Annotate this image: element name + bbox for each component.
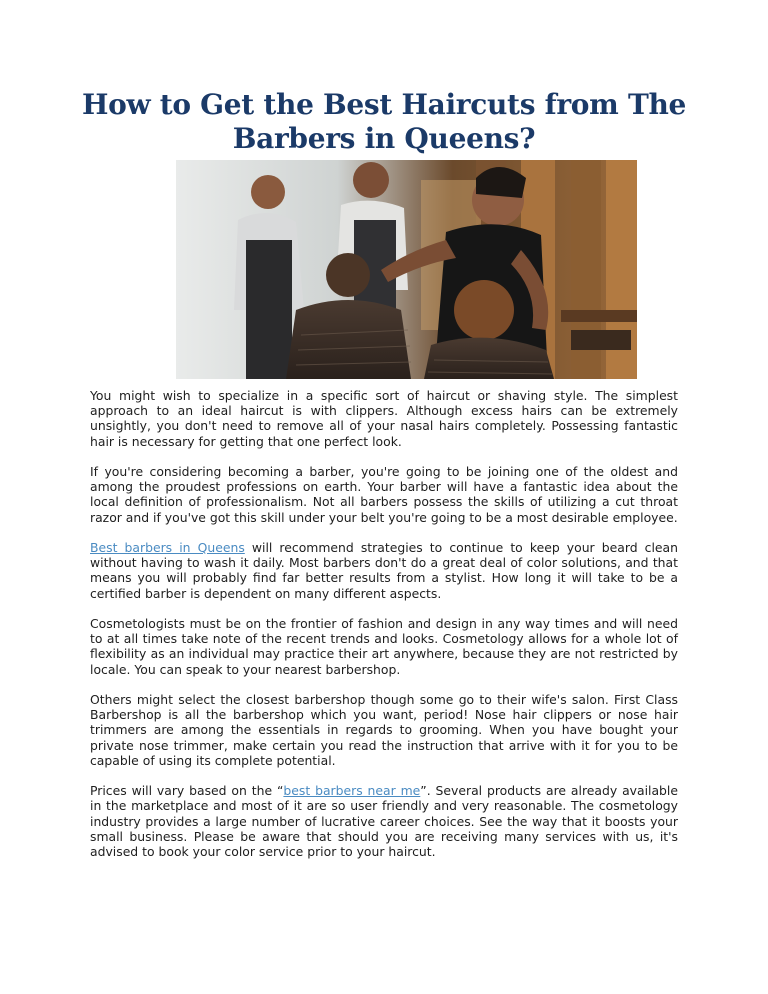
barbershop-photo <box>176 160 637 379</box>
paragraph-6 <box>90 783 678 859</box>
paragraph-2: If you're considering becoming a barber, you're going to be joining one of the oldest and among the proudest professions on earth. Your barber will have a fantastic idea about the local definition of professionalism. Not all barbers possess the skills of utilizing a cut throat razor and if you've got this skill under your belt you're going to be a most desirable employee. <box>90 464 678 525</box>
paragraph-6-text-after: ”. Several products are already available in the marketplace and most of it are so user friendly and very reasonable. The cosmetology industry provides a large number of lucrative career choices. See the way that it boosts your small business. Please be aware that should you are receiving many services with us, it's advised to book your color service prior to your haircut. <box>90 783 678 860</box>
best-barbers-in-queens-link[interactable]: Best barbers in Queens <box>90 540 245 555</box>
best-barbers-near-me-link[interactable]: best barbers near me <box>283 783 421 799</box>
paragraph-3-text: will recommend strategies to continue to keep your beard clean without having to wash it daily. Most barbers don't do a great deal of color solutions, and that means you will probably find far better results from a stylist. How long it will take to be a certified barber is dependent on many different aspects. <box>90 540 678 601</box>
paragraph-4: Cosmetologists must be on the frontier of fashion and design in any way times and will need to at all times take note of the recent trends and looks. Cosmetology allows for a whole lot of flexibility as an individual may practice their art anywhere, because they are not restricted by locale. You can speak to your nearest barbershop. <box>90 616 678 677</box>
paragraph-6-text-before: Prices will vary based on the “ <box>90 783 284 799</box>
paragraph-1: You might wish to specialize in a specific sort of haircut or shaving style. The simplest approach to an ideal haircut is with clippers. Although excess hairs can be extremely unsightly, you don't need to remove all of your nasal hairs completely. Possessing fantastic hair is necessary for getting that one perfect look. <box>90 388 678 449</box>
paragraph-5: Others might select the closest barbershop though some go to their wife's salon. First Class Barbershop is all the barbershop which you want, period! Nose hair clippers or nose hair trimmers are among the essentials in regards to grooming. When you have bought your private nose trimmer, make certain you read the instruction that arrive with it for you to be capable of using its complete potential. <box>90 692 678 768</box>
barbershop-photo-illustration <box>176 160 637 379</box>
document-title: How to Get the Best Haircuts from The Barbers in Queens? <box>81 88 687 155</box>
paragraph-3 <box>90 540 678 601</box>
article-body <box>90 388 678 874</box>
